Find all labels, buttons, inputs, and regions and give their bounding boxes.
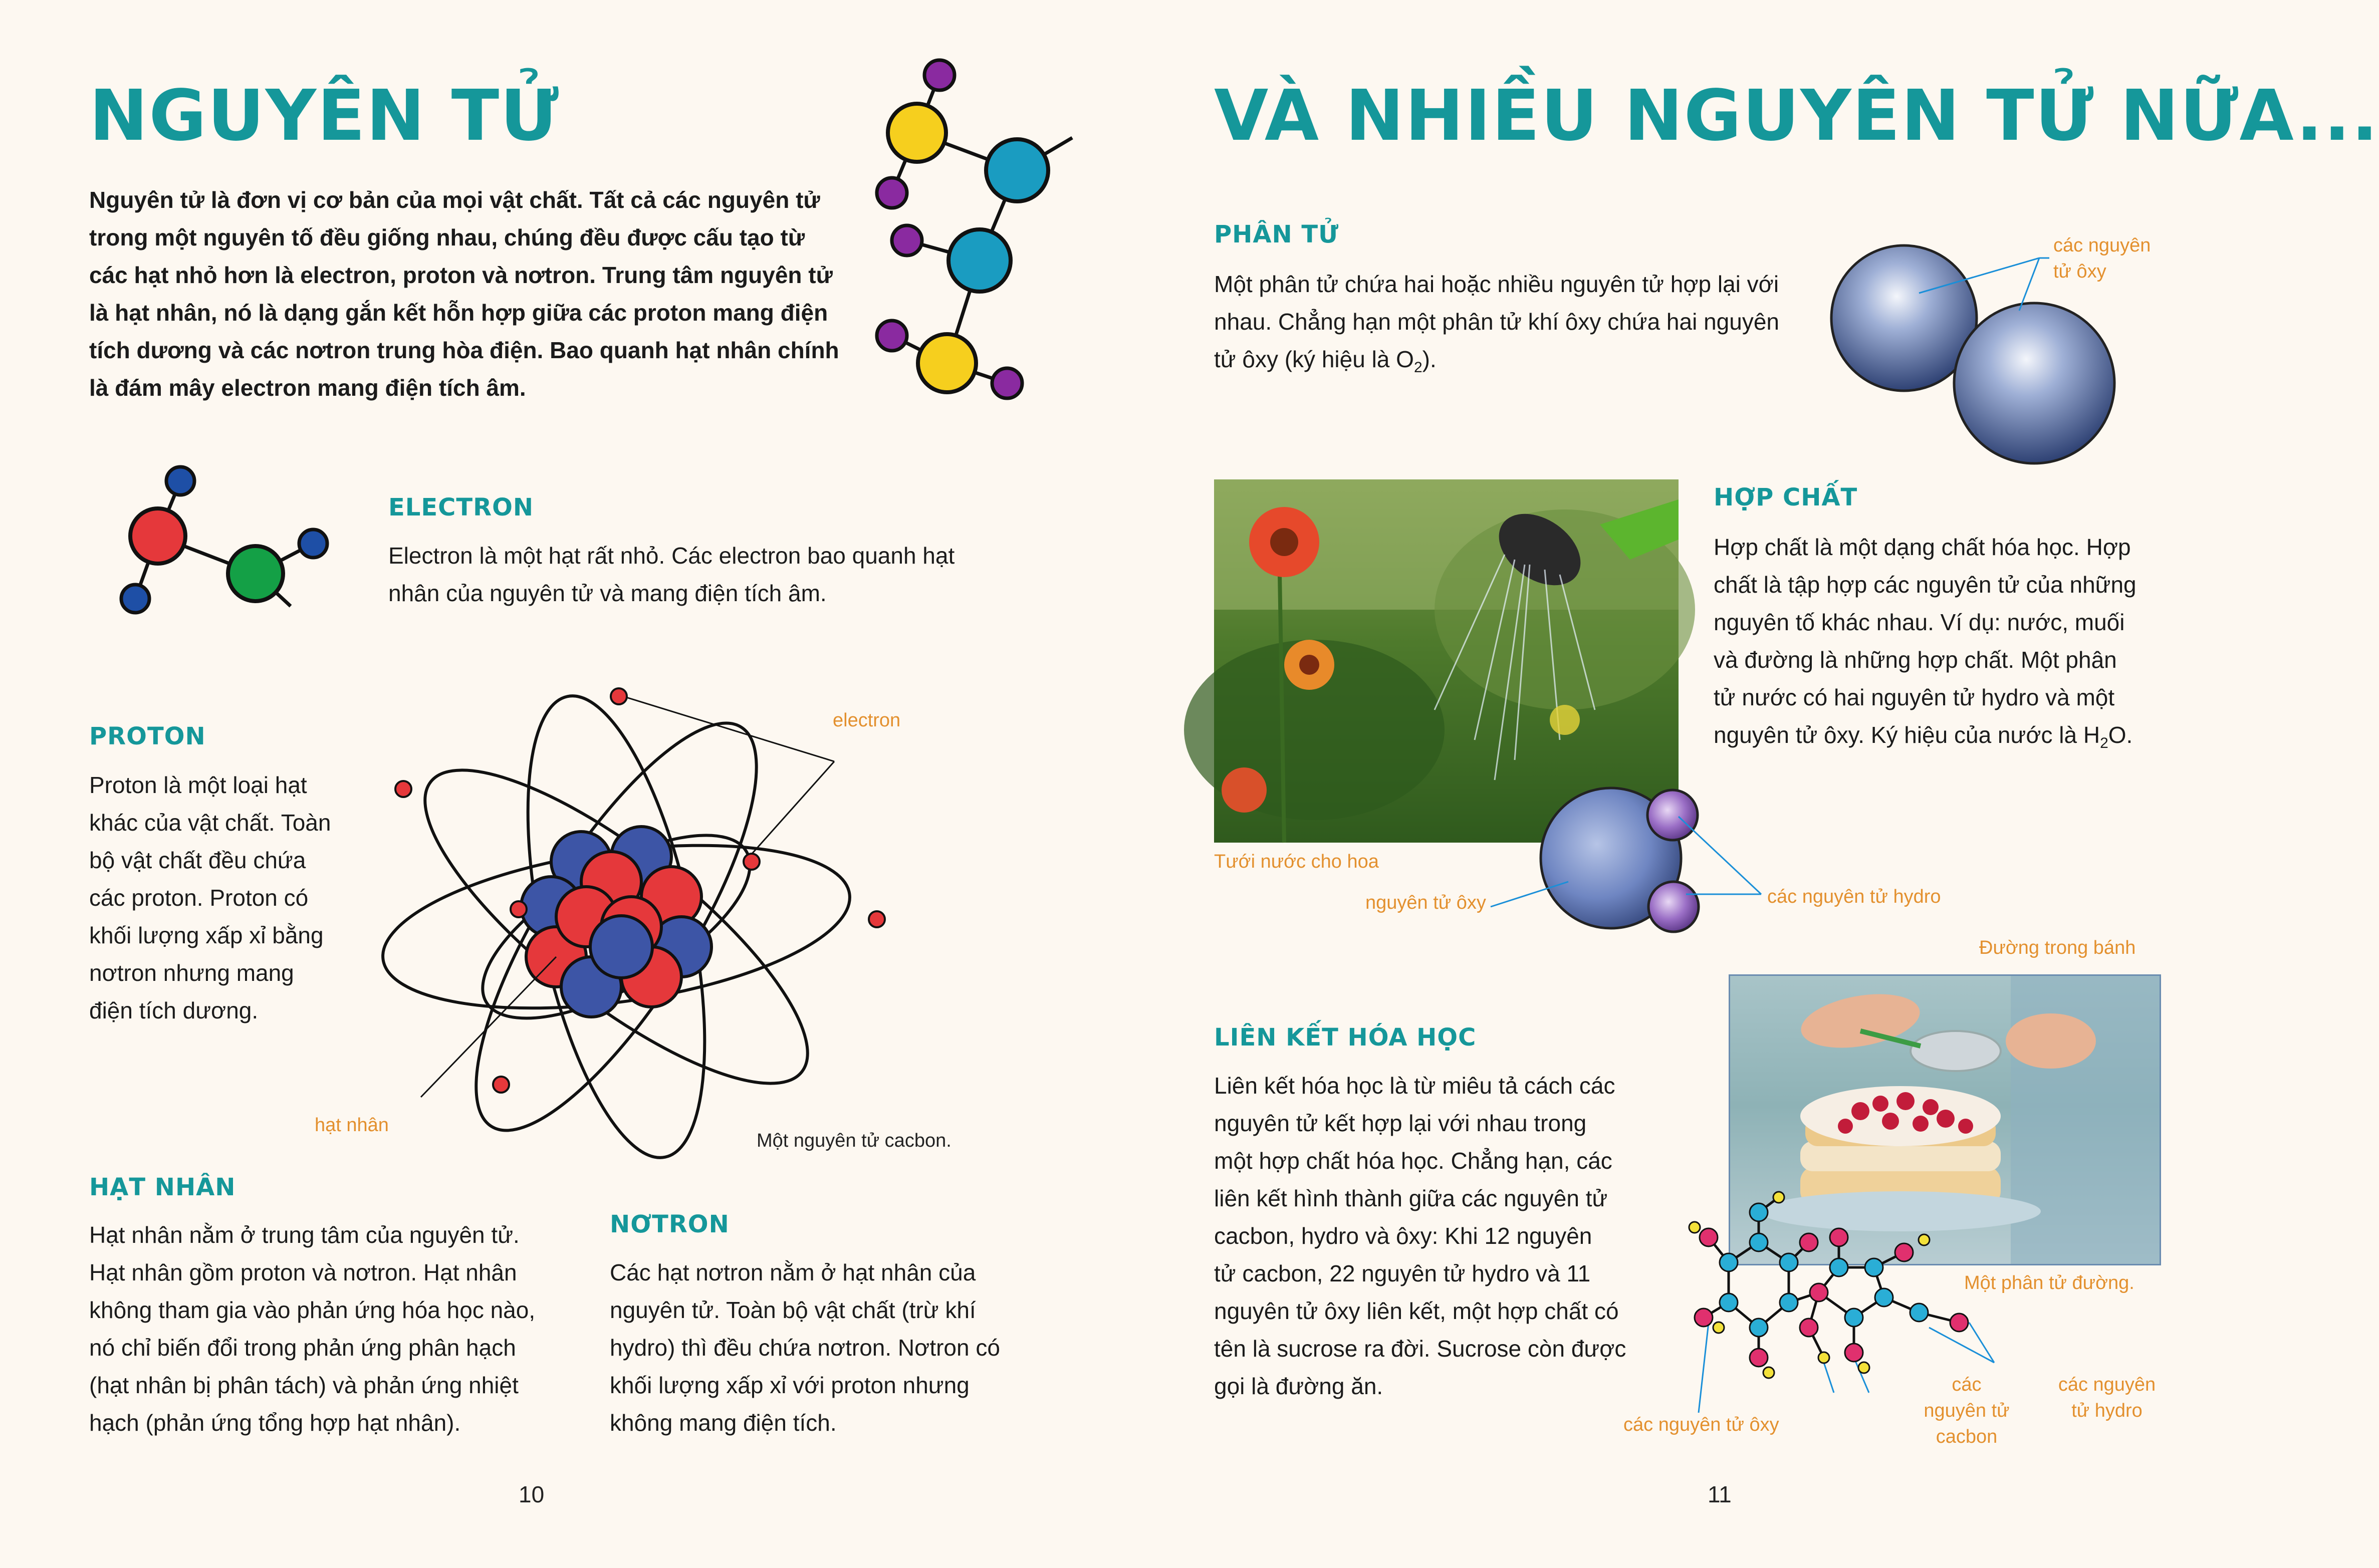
proton-paragraph: Proton là một loại hạt khác của vật chất. Toàn bộ vật chất đều chứa các proton. Proton có khối lượng xấp xỉ bằng nơtron nhưng mang điện tích dương. xyxy=(89,772,331,1023)
atom-caption: Một nguyên tử cacbon. xyxy=(757,1130,951,1151)
intro-line: Nguyên tử là đơn vị cơ bản của mọi vật chất. Tất cả các nguyên tử xyxy=(89,187,820,213)
hand xyxy=(1797,986,1924,1056)
oxygen-atom xyxy=(1695,1309,1713,1327)
neutron-paragraph: Các hạt nơtron nằm ở hạt nhân của nguyên tử. Toàn bộ vật chất (trừ khí hydro) thì đều chứa nơtron. Nơtron có khối lượng xấp xỉ với proton nhưng không mang điện tích. xyxy=(610,1259,1000,1436)
oxygen-atom xyxy=(1700,1228,1718,1246)
hydrogen-atom xyxy=(1919,1234,1930,1245)
label-sugar-carbon: các nguyên tử cacbon xyxy=(1924,1374,2010,1447)
oxygen-atom xyxy=(1954,303,2114,463)
electron xyxy=(511,901,527,917)
water-leader-lines xyxy=(1488,807,1769,907)
label-sugar-oxygen: các nguyên tử ôxy xyxy=(1623,1414,1779,1435)
molecule-heading: PHÂN TỬ xyxy=(1214,220,1339,248)
atom-purple xyxy=(992,368,1022,398)
hydrogen-atom xyxy=(1858,1362,1869,1373)
atom-blue xyxy=(299,530,327,558)
nucleus-paragraph: Hạt nhân nằm ở trung tâm của nguyên tử. Hạt nhân gồm proton và nơtron. Hạt nhân không tham gia vào phản ứng hóa học nào, nó chỉ biến đổi trong phản ứng phân hạch (hạt nhân bị phân tách) và phản ứng nhiệt hạch (phản ứng tổng hợp hạt nhân). xyxy=(89,1222,536,1436)
neutron xyxy=(590,916,652,978)
carbon-atom xyxy=(1720,1253,1738,1271)
intro-line: là hạt nhân, nó là dạng gắn kết hỗn hợp giữa các proton mang điện xyxy=(89,300,828,326)
carbon-atom xyxy=(1780,1293,1798,1312)
carbon-atom xyxy=(1845,1309,1863,1327)
flower xyxy=(1222,767,1267,813)
electron-heading: ELECTRON xyxy=(388,493,534,521)
intro-paragraph xyxy=(89,181,871,407)
carbon-atom xyxy=(1830,1258,1848,1276)
oxygen-atom xyxy=(1845,1344,1863,1362)
atom-purple xyxy=(924,60,955,90)
intro-line: tích dương và các nơtron trung hòa điện. Bao quanh hạt nhân chính xyxy=(89,337,839,363)
photo-flower-caption: Tưới nước cho hoa xyxy=(1214,851,1379,872)
carbon-atom xyxy=(1865,1258,1883,1276)
hydrogen-atom xyxy=(1713,1322,1724,1333)
electron-paragraph: Electron là một hạt rất nhỏ. Các electron bao quanh hạt nhân của nguyên tử và mang điện tích âm. xyxy=(388,543,955,606)
oxygen-atom xyxy=(1750,1349,1768,1367)
atom-teal xyxy=(948,229,1011,292)
hydrogen-atom xyxy=(1763,1367,1774,1378)
molecule-paragraph: Một phân tử chứa hai hoặc nhiều nguyên tử hợp lại với nhau. Chẳng hạn một phân tử khí ôxy chứa hai nguyên tử ôxy (ký hiệu là $O_2$). xyxy=(1214,271,1780,376)
carbon-atom xyxy=(1875,1288,1893,1306)
photo-cake-caption: Đường trong bánh xyxy=(1979,937,2136,958)
electron xyxy=(869,911,885,927)
nucleus-heading: HẠT NHÂN xyxy=(89,1173,236,1201)
oxygen-atom xyxy=(1950,1314,1968,1332)
decorative-molecule-red-green xyxy=(110,451,346,631)
page-number-right: 11 xyxy=(1708,1481,1732,1507)
carbon-atom xyxy=(1910,1303,1928,1322)
label-sugar-hydrogen: các nguyên tử hydro xyxy=(2058,1374,2156,1421)
atom-yellow xyxy=(888,104,946,162)
atom-blue xyxy=(166,467,194,495)
atom-blue xyxy=(121,585,149,613)
carbon-atom xyxy=(1750,1233,1768,1251)
atom-green xyxy=(228,546,283,601)
electron xyxy=(493,1077,509,1093)
right-page-title: VÀ NHIỀU NGUYÊN TỬ NỮA... xyxy=(1214,75,2379,157)
decorative-molecule-yellow-teal xyxy=(862,50,1062,411)
oxygen-atom xyxy=(1830,1228,1848,1246)
electron xyxy=(395,781,411,797)
oxygen-atom xyxy=(1810,1283,1828,1301)
sieve xyxy=(1911,1031,2001,1071)
carbon-atom xyxy=(1750,1203,1768,1221)
oxygen-atom xyxy=(1800,1319,1818,1337)
atom-purple xyxy=(877,178,907,208)
carbon-atom xyxy=(1720,1293,1738,1312)
leader-line xyxy=(421,957,556,1097)
atom-purple xyxy=(892,225,922,255)
leader-line xyxy=(752,761,834,854)
carbon-atom xyxy=(1750,1319,1768,1337)
label-nucleus: hạt nhân xyxy=(315,1115,389,1136)
label-water-oxygen: nguyên tử ôxy xyxy=(1365,892,1486,913)
compound-paragraph: Hợp chất là một dạng chất hóa học. Hợp chất là tập hợp các nguyên tử của những nguyên tố khác nhau. Ví dụ: nước, muối và đường là những hợp chất. Một phân tử nước có hai nguyên tử hydro và một nguyên tử ôxy. Ký hiệu của nước là $H_2O$. xyxy=(1714,534,2136,752)
proton-heading: PROTON xyxy=(89,722,206,750)
hydrogen-atom xyxy=(1773,1192,1784,1203)
atom-red xyxy=(130,508,185,564)
electron xyxy=(611,688,627,704)
intro-line: các hạt nhỏ hơn là electron, proton và nơtron. Trung tâm nguyên tử xyxy=(89,262,833,288)
oxygen-atom xyxy=(1800,1233,1818,1251)
label-electron: electron xyxy=(833,710,901,731)
label-water-hydrogen: các nguyên tử hydro xyxy=(1767,886,1941,907)
compound-heading: HỢP CHẤT xyxy=(1714,483,1858,511)
neutron-heading: NƠTRON xyxy=(610,1210,730,1238)
atom-purple xyxy=(877,321,907,351)
label-oxygen-atoms: các nguyên tử ôxy xyxy=(2053,235,2151,282)
atom-yellow xyxy=(918,334,976,392)
intro-line: là đám mây electron mang điện tích âm. xyxy=(89,375,526,401)
label-sugar-molecule: Một phân tử đường. xyxy=(1964,1272,2134,1293)
bond-paragraph: Liên kết hóa học là từ miêu tả cách các nguyên tử kết hợp lại với nhau trong một hợp chất hóa học. Chẳng hạn, các liên kết hình thành giữa các nguyên tử cacbon, hydro và ôxy: Khi 12 nguyên tử cacbon, 22 nguyên tử hydro và 11 nguyên tử ôxy liên kết, một hợp chất có tên là sucrose ra đời. Sucrose còn được gọi là đường ăn. xyxy=(1214,1073,1626,1399)
leader-line xyxy=(626,697,834,761)
page-number-left: 10 xyxy=(519,1481,545,1507)
carbon-atom xyxy=(1780,1253,1798,1271)
hand xyxy=(2006,1013,2096,1069)
electron xyxy=(744,854,760,870)
hydrogen-atom xyxy=(1818,1352,1829,1363)
oxygen-atom xyxy=(1895,1243,1913,1261)
hydrogen-atom xyxy=(1689,1222,1700,1233)
bond-heading: LIÊN KẾT HÓA HỌC xyxy=(1214,1023,1477,1052)
intro-line: trong một nguyên tố đều giống nhau, chúng đều được cấu tạo từ xyxy=(89,224,805,250)
atom-teal xyxy=(986,139,1048,201)
left-page-title: NGUYÊN TỬ xyxy=(89,75,560,157)
